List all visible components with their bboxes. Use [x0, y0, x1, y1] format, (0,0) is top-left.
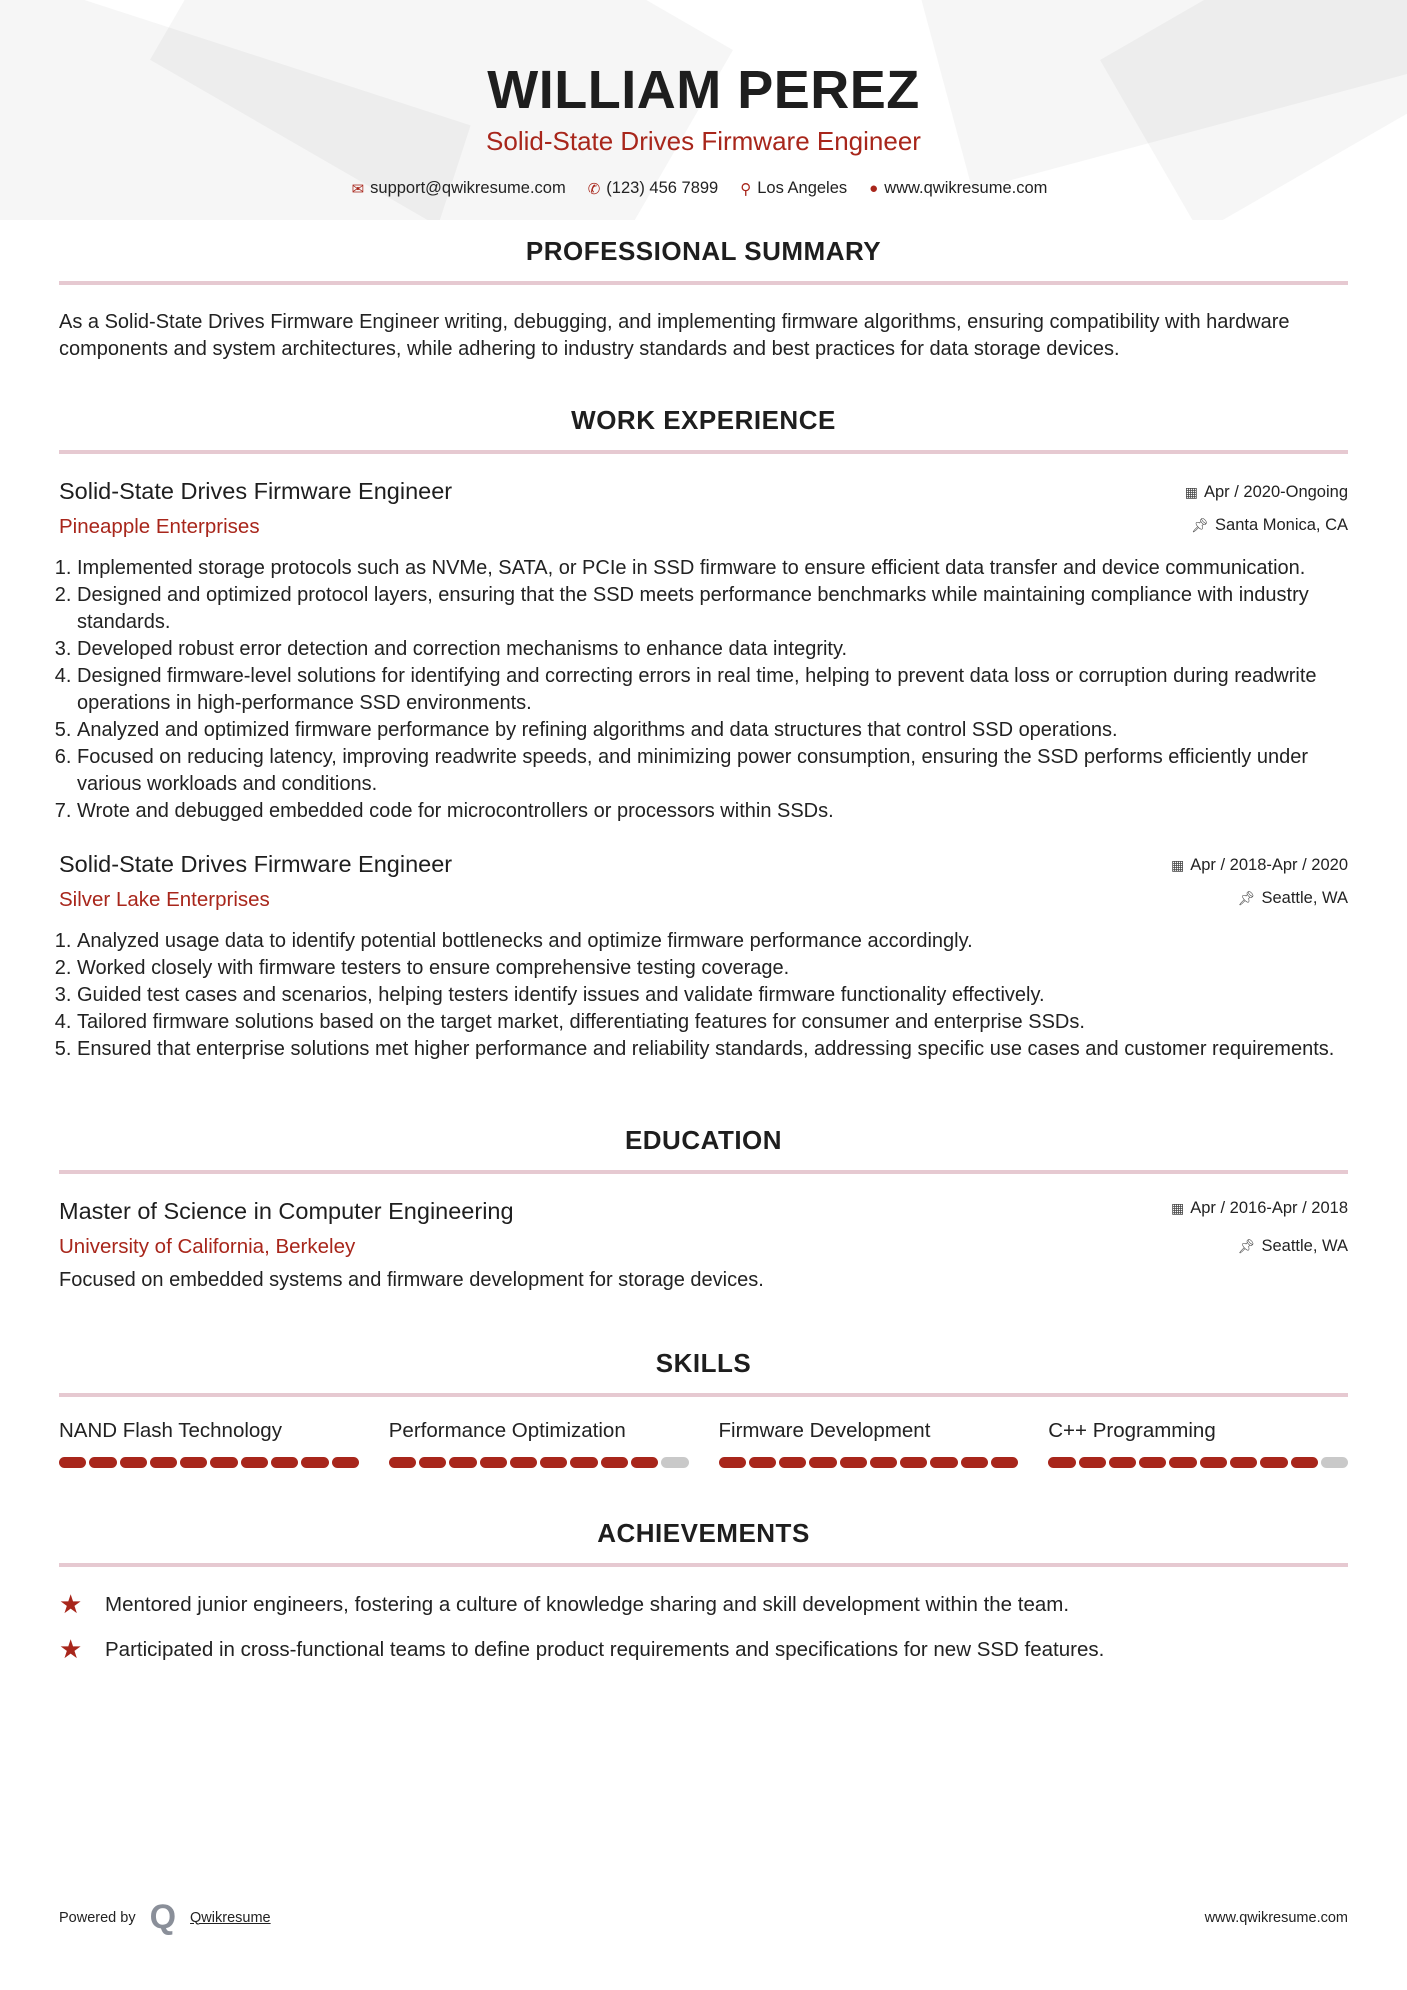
bullet-item: 3. Developed robust error detection and correction mechanisms to enhance data integrity.: [77, 636, 1348, 663]
achievements-section: [59, 1518, 1348, 1665]
skill-bar-segment: [570, 1457, 597, 1468]
skill-bar-segment: [1260, 1457, 1287, 1468]
skill-bar-segment: [719, 1457, 746, 1468]
skill-bar-segment: [480, 1457, 507, 1468]
skill-bar-segment: [961, 1457, 988, 1468]
skill-bar-segment: [900, 1457, 927, 1468]
calendar-icon: ▦: [1171, 857, 1185, 873]
skills-section: [59, 1348, 1348, 1468]
skill-name: Performance Optimization: [388, 1419, 626, 1442]
skill-bar-segment: [540, 1457, 567, 1468]
contact-bar: [59, 179, 1348, 198]
skill-bar-segment: [510, 1457, 537, 1468]
bullet-item: 2. Designed and optimized protocol layers, ensuring that the SSD meets performance benchmarks while maintaining compliance with industry standards.: [77, 582, 1348, 636]
skill-level-bar: [389, 1457, 689, 1468]
footer: [59, 1898, 1348, 1937]
candidate-title: Solid-State Drives Firmware Engineer: [486, 126, 921, 156]
skill-bar-segment: [930, 1457, 957, 1468]
summary-text: As a Solid-State Drives Firmware Engineer writing, debugging, and implementing firmware algorithms, ensuring compatibility with hardware components and system architectures, while adhering to industry standards and best practices for data storage devices.: [59, 311, 1290, 360]
skill-name: C++ Programming: [1048, 1419, 1216, 1442]
job-location: Santa Monica, CA: [1215, 516, 1348, 534]
star-icon: ★: [59, 1634, 83, 1664]
section-divider: [59, 281, 1348, 285]
bullet-item: 1. Analyzed usage data to identify potential bottlenecks and optimize firmware performance accordingly.: [77, 928, 1348, 955]
education-dates: Apr / 2016-Apr / 2018: [1190, 1199, 1348, 1217]
skill-bar-segment: [150, 1457, 177, 1468]
skill-bar-segment: [840, 1457, 867, 1468]
globe-icon: ●: [869, 180, 879, 197]
skill-bar-segment: [991, 1457, 1018, 1468]
education-description: Focused on embedded systems and firmware development for storage devices.: [59, 1269, 764, 1291]
section-heading: SKILLS: [655, 1348, 752, 1378]
skill-bar-segment: [1291, 1457, 1318, 1468]
job-entry: [59, 478, 1348, 825]
job-title: Solid-State Drives Firmware Engineer: [59, 478, 453, 504]
job-entry: [59, 851, 1348, 1063]
contact-location: Los Angeles: [757, 179, 848, 197]
skill-bar-segment: [1139, 1457, 1166, 1468]
bullet-item: 3. Guided test cases and scenarios, helping testers identify issues and validate firmware functionality effectively.: [77, 982, 1348, 1009]
star-icon: ★: [59, 1589, 83, 1619]
brand-link[interactable]: Qwikresume: [190, 1909, 271, 1926]
work-section: [59, 405, 1348, 1063]
bullet-item: 5. Analyzed and optimized firmware performance by refining algorithms and data structures that control SSD operations.: [77, 717, 1348, 744]
pin-icon: 📌︎: [1191, 517, 1210, 533]
skill-item: [59, 1419, 359, 1468]
company-name: Pineapple Enterprises: [59, 515, 260, 538]
calendar-icon: ▦: [1184, 484, 1198, 500]
job-bullets: [59, 555, 1348, 825]
bullet-item: 7. Wrote and debugged embedded code for microcontrollers or processors within SSDs.: [77, 798, 1348, 825]
section-divider: [59, 450, 1348, 454]
section-divider: [59, 1563, 1348, 1567]
company-name: Silver Lake Enterprises: [59, 888, 270, 911]
section-heading: ACHIEVEMENTS: [597, 1518, 810, 1548]
skill-bar-segment: [601, 1457, 628, 1468]
skill-bar-segment: [89, 1457, 116, 1468]
section-heading: PROFESSIONAL SUMMARY: [525, 236, 882, 266]
summary-section: [59, 236, 1348, 363]
achievement-text: Mentored junior engineers, fostering a culture of knowledge sharing and skill development within the team.: [105, 1592, 1070, 1616]
achievement-item: [59, 1589, 1348, 1620]
skill-bar-segment: [59, 1457, 86, 1468]
skill-level-bar: [1048, 1457, 1348, 1468]
section-heading: EDUCATION: [624, 1125, 783, 1155]
job-location: Seattle, WA: [1261, 889, 1348, 907]
bullet-item: 5. Ensured that enterprise solutions met higher performance and reliability standards, addressing specific use cases and customer requirements.: [77, 1036, 1348, 1063]
job-dates: Apr / 2020-Ongoing: [1203, 483, 1348, 501]
school-name: University of California, Berkeley: [59, 1235, 356, 1258]
skill-item: [719, 1419, 1019, 1468]
skill-bar-segment: [332, 1457, 359, 1468]
skill-bar-segment: [779, 1457, 806, 1468]
section-heading: WORK EXPERIENCE: [571, 405, 836, 435]
bullet-item: 4. Designed firmware-level solutions for identifying and correcting errors in real time, helping to prevent data loss or corruption during readwrite operations in high-performance SSD environments.: [77, 663, 1348, 717]
skill-item: [389, 1419, 689, 1468]
job-bullets: [59, 928, 1348, 1063]
job-dates: Apr / 2018-Apr / 2020: [1190, 856, 1348, 874]
achievement-text: Participated in cross-functional teams to define product requirements and specifications for new SSD features.: [105, 1637, 1105, 1661]
skill-bar-segment: [210, 1457, 237, 1468]
contact-website[interactable]: www.qwikresume.com: [884, 179, 1048, 197]
skill-bar-segment: [271, 1457, 298, 1468]
skill-bar-segment: [241, 1457, 268, 1468]
education-section: [59, 1125, 1348, 1294]
skill-bar-segment: [389, 1457, 416, 1468]
skill-name: NAND Flash Technology: [59, 1419, 282, 1442]
skill-bar-segment: [809, 1457, 836, 1468]
skill-bar-segment: [631, 1457, 658, 1468]
candidate-name: WILLIAM PEREZ: [487, 60, 920, 120]
phone-icon: ✆: [587, 180, 601, 198]
section-divider: [59, 1393, 1348, 1397]
skill-bar-segment: [661, 1457, 688, 1468]
bullet-item: 6. Focused on reducing latency, improving readwrite speeds, and minimizing power consumption, ensuring the SSD performs efficiently under various workloads and conditions.: [77, 744, 1348, 798]
skill-bar-segment: [1109, 1457, 1136, 1468]
skill-name: Firmware Development: [718, 1419, 931, 1442]
skill-bar-segment: [1079, 1457, 1106, 1468]
bullet-item: 1. Implemented storage protocols such as NVMe, SATA, or PCIe in SSD firmware to ensure efficient data transfer and device communication.: [77, 555, 1348, 582]
job-title: Solid-State Drives Firmware Engineer: [59, 851, 453, 877]
skill-bar-segment: [120, 1457, 147, 1468]
contact-email[interactable]: support@qwikresume.com: [370, 179, 566, 197]
skill-level-bar: [59, 1457, 359, 1468]
qwikresume-logo-icon: Q: [149, 1898, 177, 1936]
achievement-item: [59, 1634, 1348, 1665]
section-divider: [59, 1170, 1348, 1174]
skill-bar-segment: [1048, 1457, 1075, 1468]
footer-website[interactable]: www.qwikresume.com: [1204, 1909, 1348, 1926]
calendar-icon: ▦: [1171, 1200, 1185, 1216]
skill-bar-segment: [749, 1457, 776, 1468]
skill-bar-segment: [301, 1457, 328, 1468]
skill-bar-segment: [449, 1457, 476, 1468]
pin-icon: 📌︎: [1237, 1238, 1256, 1254]
skill-bar-segment: [1200, 1457, 1227, 1468]
skill-bar-segment: [180, 1457, 207, 1468]
education-location: Seattle, WA: [1261, 1237, 1348, 1255]
map-pin-icon: ⚲: [740, 180, 752, 198]
skill-level-bar: [719, 1457, 1019, 1468]
skill-bar-segment: [419, 1457, 446, 1468]
contact-phone[interactable]: (123) 456 7899: [606, 179, 719, 197]
envelope-icon: ✉: [351, 180, 365, 198]
pin-icon: 📌︎: [1237, 890, 1256, 906]
skill-bar-segment: [1230, 1457, 1257, 1468]
degree-title: Master of Science in Computer Engineering: [59, 1198, 514, 1224]
skill-item: [1048, 1419, 1348, 1468]
skill-bar-segment: [1321, 1457, 1348, 1468]
skill-bar-segment: [870, 1457, 897, 1468]
bullet-item: 2. Worked closely with firmware testers to ensure comprehensive testing coverage.: [77, 955, 1348, 982]
bullet-item: 4. Tailored firmware solutions based on the target market, differentiating features for consumer and enterprise SSDs.: [77, 1009, 1348, 1036]
powered-by-label: Powered by: [59, 1909, 136, 1926]
skill-bar-segment: [1169, 1457, 1196, 1468]
